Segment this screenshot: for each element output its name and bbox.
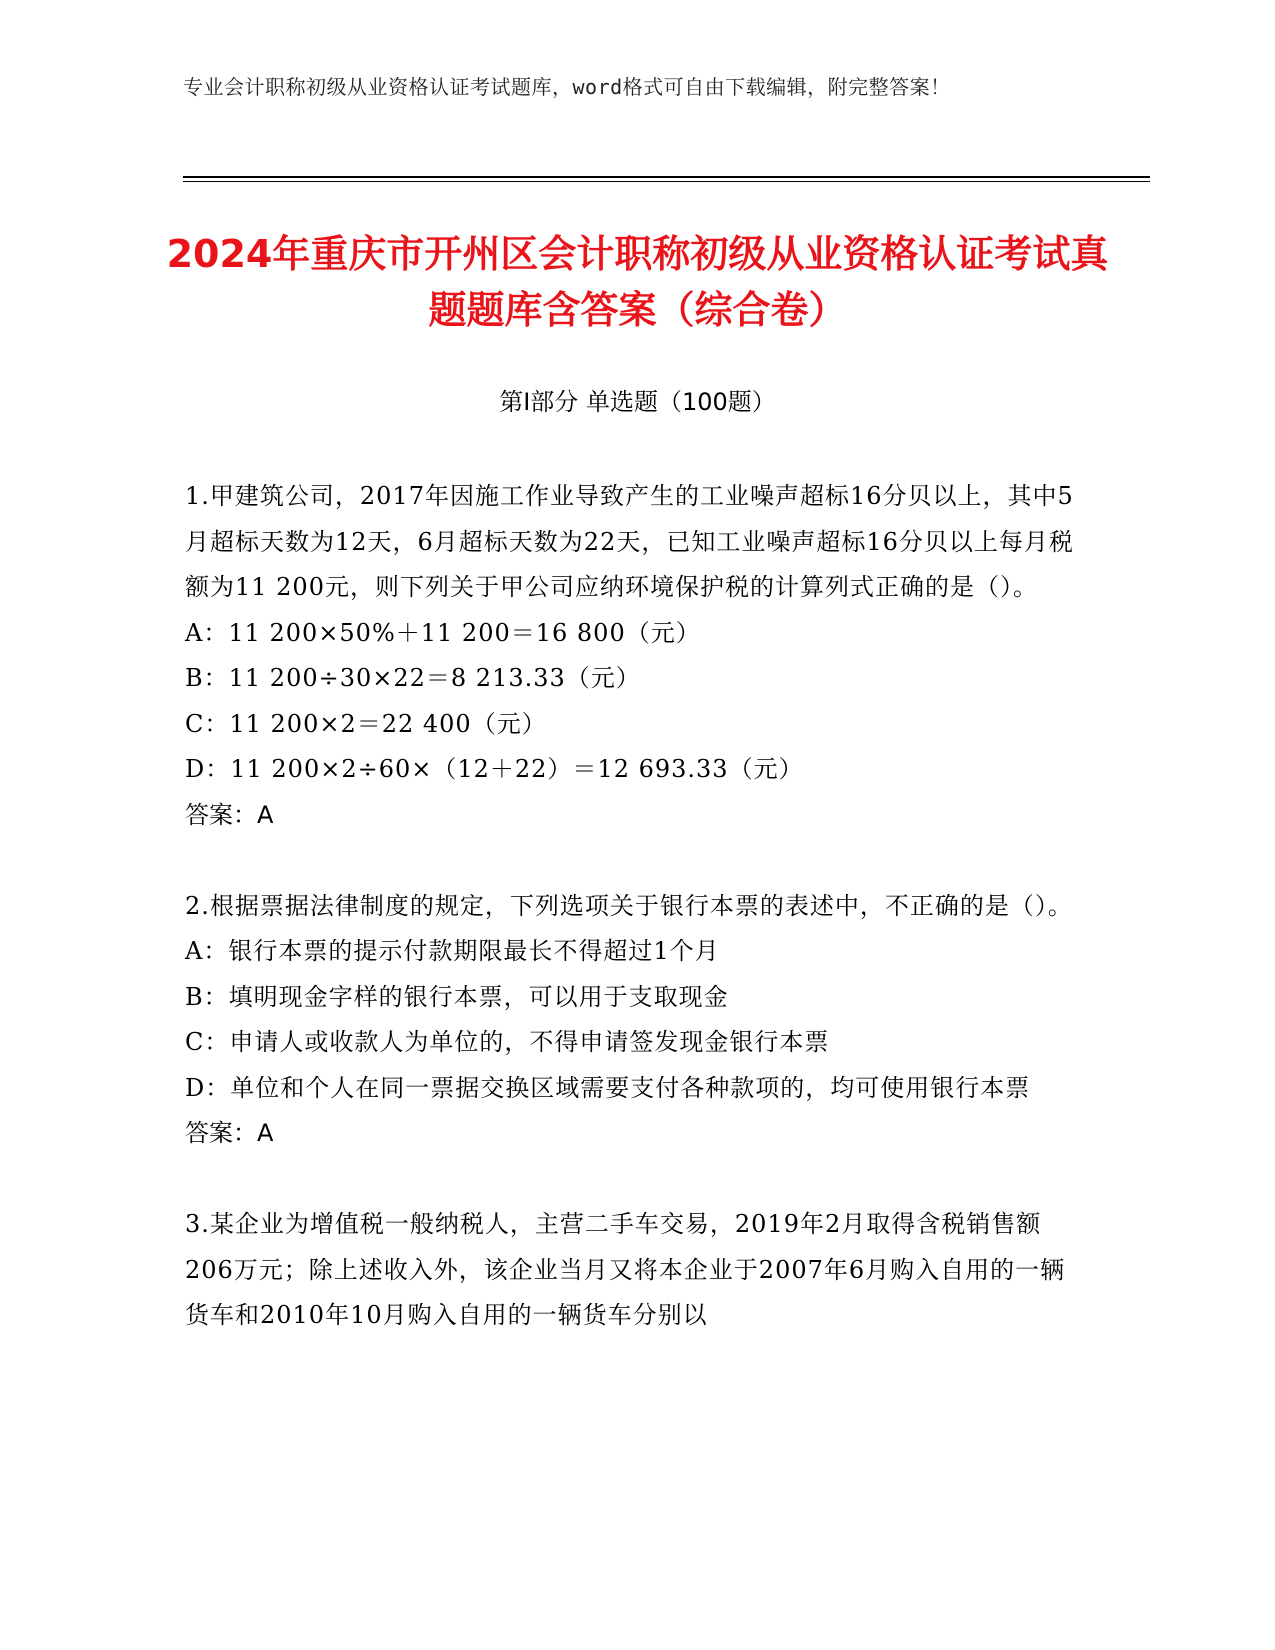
- section-heading: 第Ⅰ部分 单选题（100题）: [499, 388, 776, 416]
- header-divider-thick: [183, 176, 1150, 178]
- question-item: [185, 474, 1080, 838]
- question-stem: 2.根据票据法律制度的规定，下列选项关于银行本票的表述中，不正确的是（）。: [185, 891, 1073, 920]
- answer-line: 答案：A: [185, 1119, 274, 1147]
- document-title: 2024年重庆市开州区会计职称初级从业资格认证考试真题题库含答案（综合卷）: [166, 232, 1109, 332]
- option-c: C：申请人或收款人为单位的，不得申请签发现金银行本票: [185, 1028, 830, 1056]
- option-a: A：11 200×50%＋11 200＝16 800（元）: [185, 618, 701, 647]
- option-b: B：11 200÷30×22＝8 213.33（元）: [185, 664, 641, 692]
- option-d: D：11 200×2÷60×（12＋22）＝12 693.33（元）: [185, 755, 804, 783]
- question-list: [185, 474, 1080, 1384]
- question-stem: 1.甲建筑公司，2017年因施工作业导致产生的工业噪声超标16分贝以上，其中5月超标天数为12天，6月超标天数为22天，已知工业噪声超标16分贝以上每月税额为11 200元，则下列关于甲公司应纳环境保护税的计算列式正确的是（）。: [185, 482, 1074, 601]
- question-stem: 3.某企业为增值税一般纳税人，主营二手车交易，2019年2月取得含税销售额206万元；除上述收入外，该企业当月又将本企业于2007年6月购入自用的一辆货车和2010年10月购入自用的一辆货车分别以: [185, 1210, 1066, 1329]
- option-a: A：银行本票的提示付款期限最长不得超过1个月: [185, 937, 720, 965]
- option-b: B：填明现金字样的银行本票，可以用于支取现金: [185, 982, 729, 1011]
- answer-line: 答案：A: [185, 800, 274, 829]
- header-divider-thin: [183, 181, 1150, 182]
- option-d: D：单位和个人在同一票据交换区域需要支付各种款项的，均可使用银行本票: [185, 1073, 1031, 1102]
- question-item: [185, 1202, 1080, 1339]
- header-note: 专业会计职称初级从业资格认证考试题库，word格式可自由下载编辑，附完整答案！: [183, 75, 951, 99]
- question-item: [185, 884, 1080, 1157]
- option-c: C：11 200×2＝22 400（元）: [185, 709, 547, 738]
